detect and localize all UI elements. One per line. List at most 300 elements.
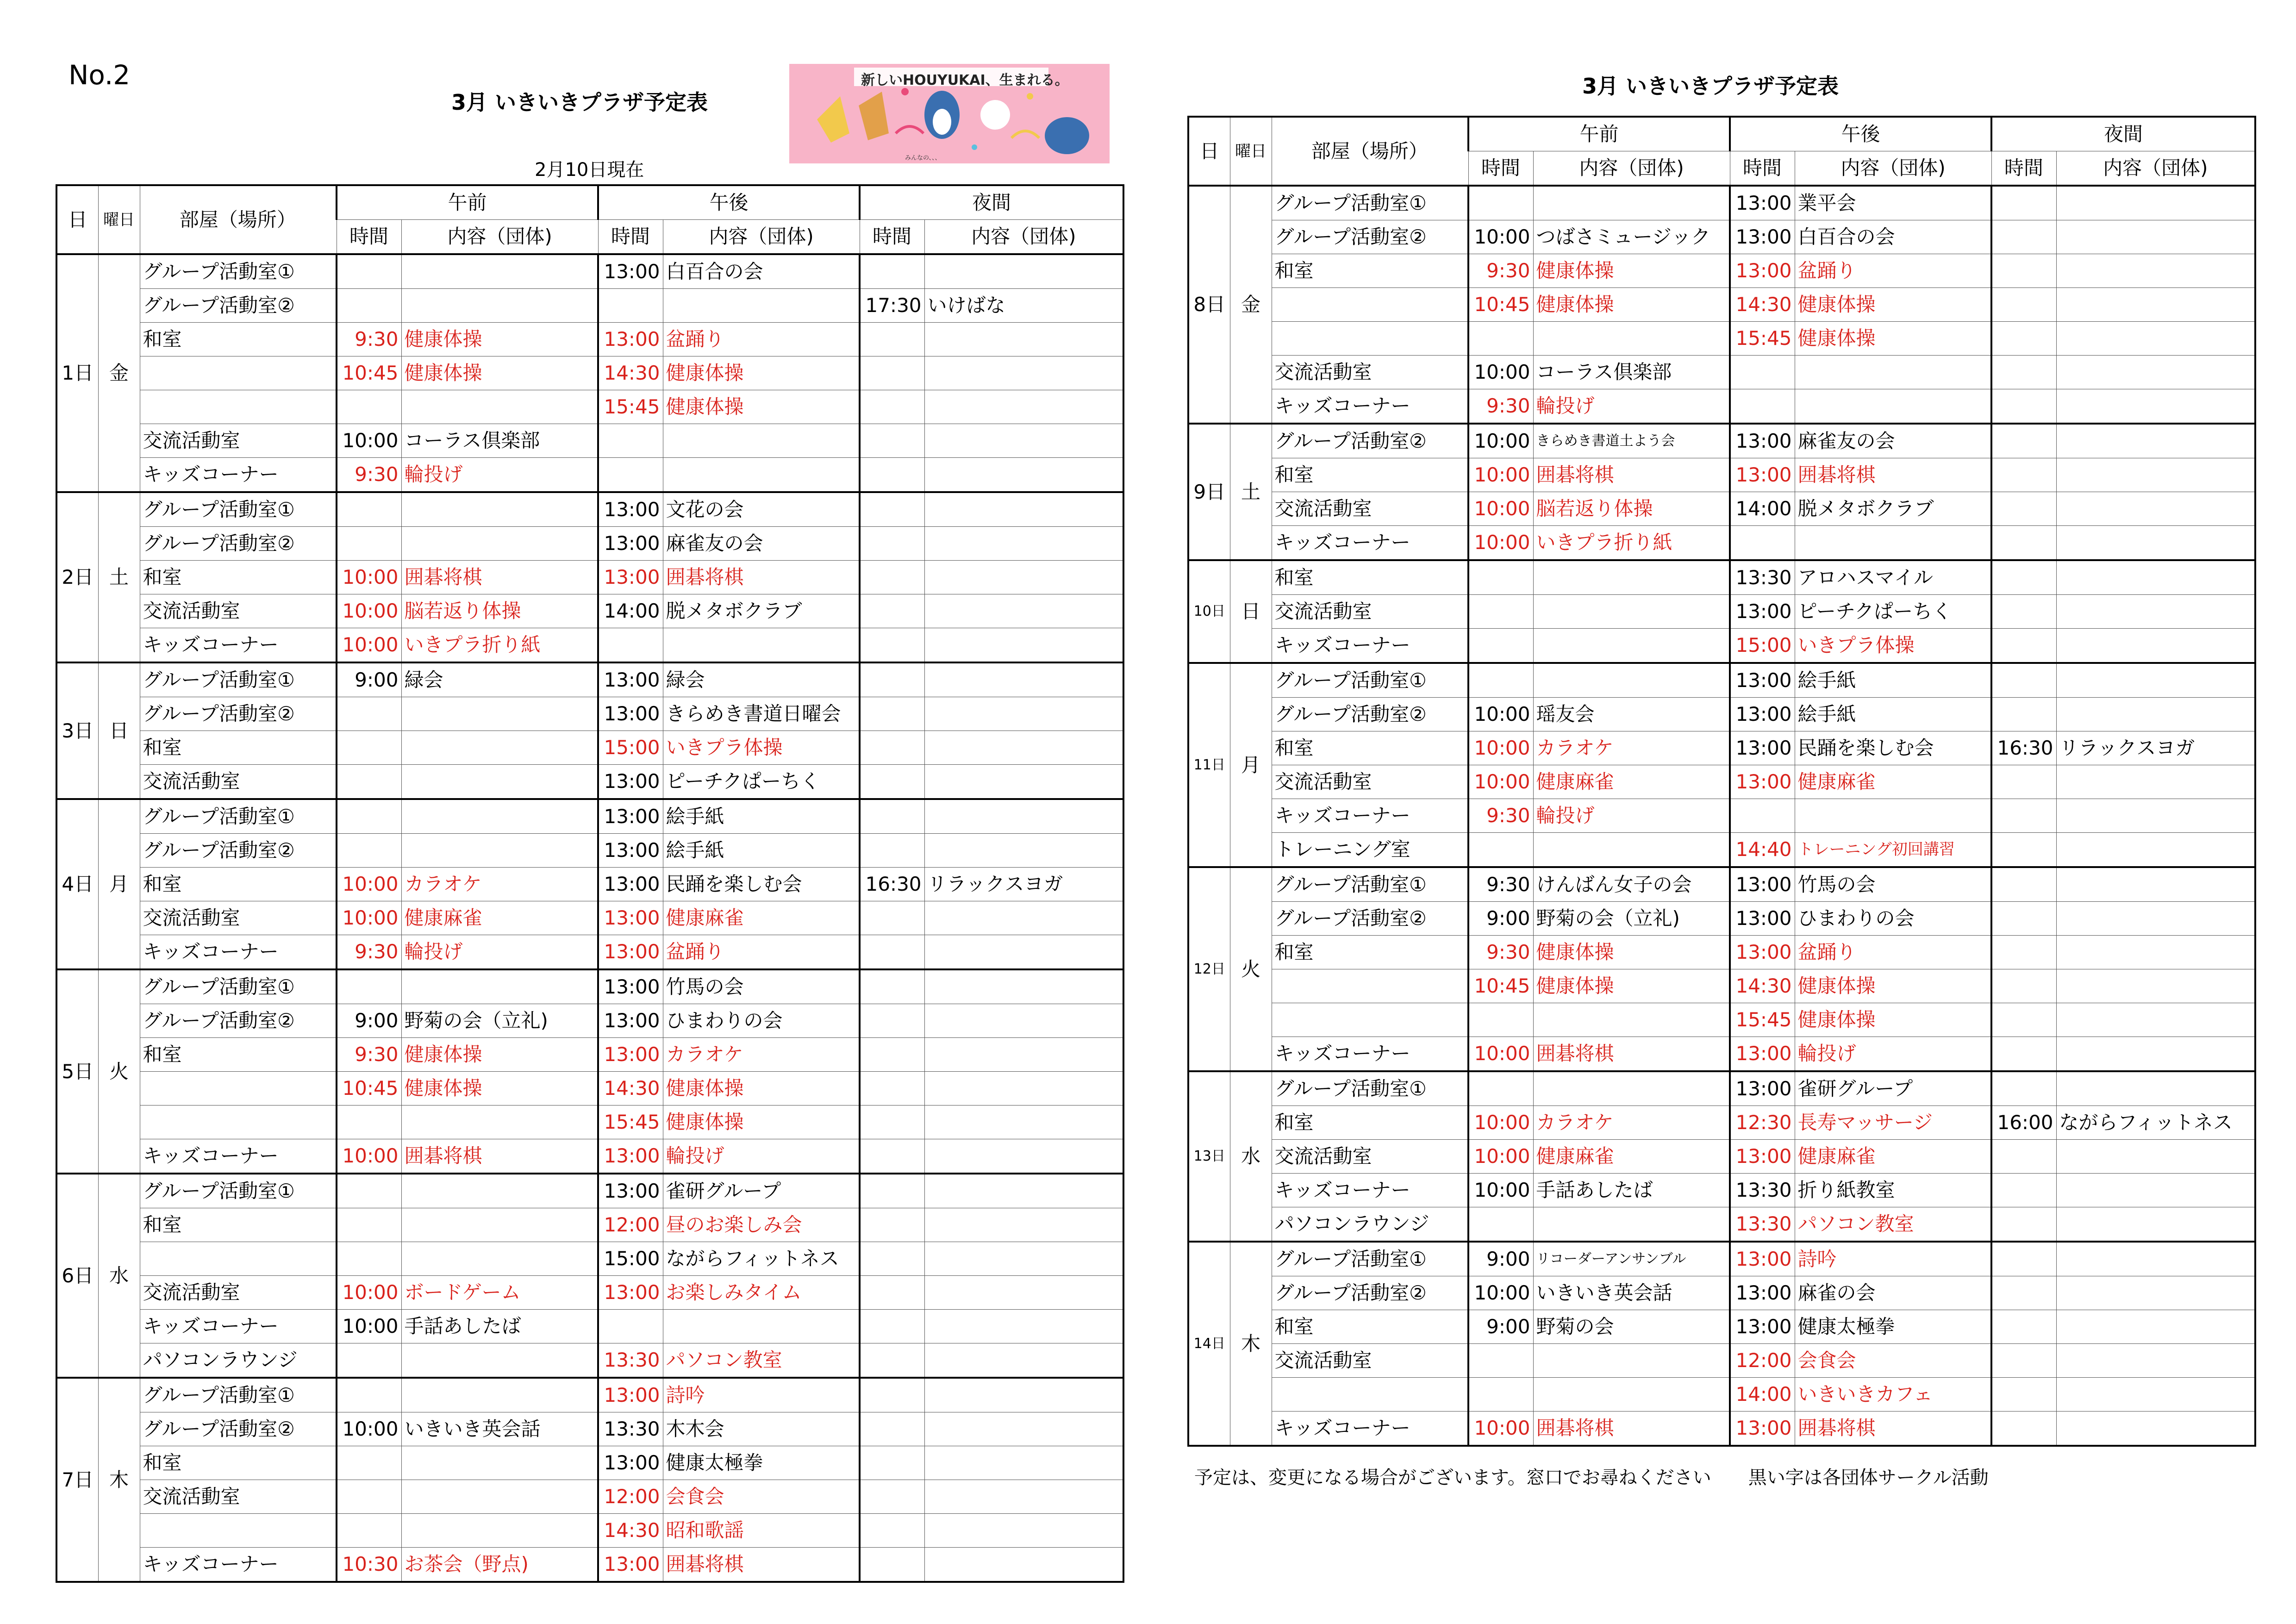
night-content-cell xyxy=(924,935,1123,970)
am-content-cell xyxy=(401,1242,598,1276)
pm-content-cell xyxy=(1795,356,1991,389)
night-content-cell xyxy=(2056,1037,2255,1072)
am-content-cell xyxy=(1533,1344,1730,1378)
pm-content-cell: ひまわりの会 xyxy=(663,1004,860,1038)
room-cell: グループ活動室② xyxy=(1272,698,1468,731)
pm-content-cell xyxy=(1795,526,1991,561)
pm-content-cell: 麻雀友の会 xyxy=(1795,424,1991,458)
night-time-cell xyxy=(1991,220,2056,254)
am-time-cell xyxy=(337,834,401,868)
night-content-cell xyxy=(2056,833,2255,868)
am-content-cell: 瑶友会 xyxy=(1533,698,1730,731)
room-cell xyxy=(140,1072,337,1106)
night-time-cell xyxy=(860,1072,924,1106)
room-cell xyxy=(140,390,337,424)
pm-content-cell: きらめき書道日曜会 xyxy=(663,697,860,731)
schedule-row xyxy=(56,799,1123,834)
night-content-cell xyxy=(2056,698,2255,731)
am-time-cell xyxy=(337,1514,401,1548)
night-content-cell xyxy=(924,1446,1123,1480)
pm-time-cell: 13:00 xyxy=(598,1378,663,1412)
pm-time-cell: 15:45 xyxy=(1730,322,1795,356)
day-cell: 4日 xyxy=(56,799,98,969)
left-page-title: 3月 いきいきプラザ予定表 xyxy=(451,90,708,115)
night-time-cell xyxy=(860,254,924,289)
schedule-row xyxy=(1188,424,2255,458)
day-cell: 11日 xyxy=(1188,663,1230,867)
schedule-row xyxy=(1188,1207,2255,1242)
pm-content-cell: ピーチクぱーちく xyxy=(663,765,860,800)
night-content-cell xyxy=(924,901,1123,935)
am-time-cell: 9:30 xyxy=(1468,254,1533,288)
night-content-cell xyxy=(924,492,1123,527)
night-content-cell xyxy=(924,628,1123,663)
am-content-cell xyxy=(401,1343,598,1378)
am-time-cell: 10:00 xyxy=(337,424,401,458)
pm-time-cell: 15:00 xyxy=(1730,629,1795,663)
am-content-cell: 健康麻雀 xyxy=(1533,1140,1730,1174)
night-content-cell xyxy=(924,424,1123,458)
weekday-cell: 木 xyxy=(1230,1242,1272,1446)
as-of-date: 2月10日現在 xyxy=(535,159,644,181)
header-weekday: 曜日 xyxy=(98,185,140,254)
pm-content-cell: 囲碁将棋 xyxy=(1795,458,1991,492)
day-cell: 7日 xyxy=(56,1378,98,1582)
night-time-cell xyxy=(860,935,924,970)
schedule-row xyxy=(1188,1276,2255,1310)
pm-content-cell xyxy=(663,289,860,323)
night-content-cell xyxy=(924,1343,1123,1378)
pm-time-cell: 13:00 xyxy=(1730,1310,1795,1344)
header-time: 時間 xyxy=(337,220,401,255)
am-content-cell: カラオケ xyxy=(1533,1106,1730,1140)
night-content-cell xyxy=(2056,492,2255,526)
pm-time-cell: 14:00 xyxy=(598,594,663,628)
right-page-title: 3月 いきいきプラザ予定表 xyxy=(1582,74,1839,99)
night-time-cell xyxy=(1991,1310,2056,1344)
header-weekday: 曜日 xyxy=(1230,117,1272,186)
room-cell: 交流活動室 xyxy=(140,594,337,628)
pm-time-cell: 13:00 xyxy=(1730,1071,1795,1106)
night-content-cell xyxy=(2056,867,2255,902)
night-time-cell xyxy=(1991,902,2056,936)
night-time-cell xyxy=(860,731,924,765)
pm-content-cell: 健康体操 xyxy=(1795,969,1991,1003)
am-time-cell: 10:00 xyxy=(337,868,401,901)
night-time-cell xyxy=(1991,492,2056,526)
am-content-cell: 健康体操 xyxy=(1533,969,1730,1003)
schedule-row xyxy=(1188,1242,2255,1276)
am-content-cell xyxy=(401,731,598,765)
am-content-cell xyxy=(401,289,598,323)
night-time-cell xyxy=(1991,356,2056,389)
am-content-cell xyxy=(1533,1071,1730,1106)
am-time-cell xyxy=(1468,1071,1533,1106)
room-cell: 和室 xyxy=(1272,731,1468,765)
night-time-cell xyxy=(1991,1242,2056,1276)
am-content-cell: カラオケ xyxy=(1533,731,1730,765)
night-time-cell xyxy=(860,1004,924,1038)
pm-content-cell: いきいきカフェ xyxy=(1795,1378,1991,1412)
weekday-cell: 土 xyxy=(1230,424,1272,560)
pm-content-cell xyxy=(1795,799,1991,833)
pm-time-cell: 13:00 xyxy=(1730,1140,1795,1174)
schedule-row xyxy=(1188,458,2255,492)
pm-content-cell: 健康体操 xyxy=(663,1072,860,1106)
pm-time-cell: 13:30 xyxy=(598,1343,663,1378)
schedule-row xyxy=(1188,1140,2255,1174)
schedule-row xyxy=(56,765,1123,800)
pm-time-cell xyxy=(1730,389,1795,424)
pm-content-cell: 健康体操 xyxy=(1795,1003,1991,1037)
pm-content-cell: 囲碁将棋 xyxy=(663,561,860,594)
pm-content-cell: 雀研グループ xyxy=(663,1174,860,1208)
night-time-cell xyxy=(1991,1174,2056,1207)
schedule-row xyxy=(56,1480,1123,1514)
pm-time-cell: 13:00 xyxy=(1730,186,1795,220)
pm-time-cell: 13:00 xyxy=(1730,936,1795,969)
pm-content-cell: 脱メタボクラブ xyxy=(1795,492,1991,526)
night-content-cell xyxy=(924,1139,1123,1174)
am-content-cell: 健康麻雀 xyxy=(401,901,598,935)
night-content-cell xyxy=(2056,424,2255,458)
night-time-cell xyxy=(1991,765,2056,799)
pm-time-cell: 13:00 xyxy=(598,935,663,970)
schedule-row xyxy=(56,662,1123,697)
am-time-cell: 9:30 xyxy=(337,935,401,970)
day-cell: 1日 xyxy=(56,254,98,492)
weekday-cell: 月 xyxy=(1230,663,1272,867)
day-cell: 5日 xyxy=(56,969,98,1174)
am-time-cell xyxy=(1468,322,1533,356)
pm-content-cell: 健康体操 xyxy=(663,356,860,390)
room-cell: 和室 xyxy=(140,731,337,765)
night-content-cell xyxy=(2056,356,2255,389)
night-content-cell xyxy=(2056,526,2255,561)
pm-content-cell: 囲碁将棋 xyxy=(1795,1412,1991,1446)
night-time-cell xyxy=(860,561,924,594)
header-content: 内容（団体) xyxy=(924,220,1123,255)
night-time-cell xyxy=(860,1139,924,1174)
night-content-cell xyxy=(2056,560,2255,595)
am-content-cell xyxy=(401,1480,598,1514)
am-content-cell: いきいき英会話 xyxy=(401,1412,598,1446)
weekday-cell: 火 xyxy=(1230,867,1272,1071)
night-time-cell xyxy=(1991,254,2056,288)
am-content-cell: きらめき書道土よう会 xyxy=(1533,424,1730,458)
am-content-cell xyxy=(401,697,598,731)
pm-time-cell xyxy=(598,1310,663,1343)
pm-content-cell: 業平会 xyxy=(1795,186,1991,220)
am-time-cell: 10:00 xyxy=(337,1310,401,1343)
schedule-row xyxy=(1188,1106,2255,1140)
day-cell: 2日 xyxy=(56,492,98,662)
room-cell: キッズコーナー xyxy=(140,1139,337,1174)
header-content: 内容（団体) xyxy=(1795,151,1991,186)
pm-content-cell: 囲碁将棋 xyxy=(663,1548,860,1582)
pm-time-cell: 13:00 xyxy=(598,1446,663,1480)
pm-time-cell: 13:00 xyxy=(598,901,663,935)
schedule-row xyxy=(1188,389,2255,424)
am-content-cell xyxy=(401,1514,598,1548)
room-cell xyxy=(1272,969,1468,1003)
am-content-cell: 健康体操 xyxy=(401,1038,598,1072)
night-content-cell xyxy=(2056,936,2255,969)
page-number: No.2 xyxy=(69,59,131,91)
night-time-cell xyxy=(1991,799,2056,833)
night-time-cell xyxy=(860,1480,924,1514)
am-content-cell: 囲碁将棋 xyxy=(1533,458,1730,492)
night-content-cell xyxy=(2056,1378,2255,1412)
night-time-cell xyxy=(1991,698,2056,731)
am-time-cell: 10:00 xyxy=(1468,1106,1533,1140)
room-cell: グループ活動室② xyxy=(1272,1276,1468,1310)
night-time-cell xyxy=(860,1378,924,1412)
am-time-cell: 10:00 xyxy=(1468,1276,1533,1310)
night-content-cell xyxy=(924,1004,1123,1038)
pm-content-cell: 会食会 xyxy=(1795,1344,1991,1378)
pm-content-cell: いきプラ体操 xyxy=(663,731,860,765)
night-time-cell xyxy=(860,697,924,731)
night-content-cell xyxy=(924,731,1123,765)
pm-content-cell: 緑会 xyxy=(663,662,860,697)
room-cell: 交流活動室 xyxy=(1272,765,1468,799)
night-time-cell xyxy=(860,901,924,935)
weekday-cell: 月 xyxy=(98,799,140,969)
pm-time-cell: 14:00 xyxy=(1730,492,1795,526)
night-content-cell xyxy=(2056,1140,2255,1174)
weekday-cell: 金 xyxy=(1230,186,1272,424)
pm-time-cell: 13:30 xyxy=(1730,1207,1795,1242)
room-cell: グループ活動室② xyxy=(1272,424,1468,458)
schedule-row xyxy=(56,1004,1123,1038)
night-content-cell xyxy=(924,356,1123,390)
pm-time-cell: 13:00 xyxy=(1730,765,1795,799)
schedule-row xyxy=(1188,799,2255,833)
am-time-cell: 10:00 xyxy=(1468,424,1533,458)
night-time-cell xyxy=(860,662,924,697)
am-content-cell: いきプラ折り紙 xyxy=(1533,526,1730,561)
am-time-cell xyxy=(1468,595,1533,629)
schedule-row xyxy=(56,424,1123,458)
am-content-cell: 手話あしたば xyxy=(1533,1174,1730,1207)
weekday-cell: 土 xyxy=(98,492,140,662)
night-time-cell xyxy=(860,1276,924,1310)
night-time-cell xyxy=(1991,186,2056,220)
schedule-row xyxy=(56,1548,1123,1582)
night-content-cell: リラックスヨガ xyxy=(924,868,1123,901)
am-time-cell: 9:30 xyxy=(337,323,401,356)
schedule-row xyxy=(1188,936,2255,969)
am-content-cell: 輪投げ xyxy=(1533,389,1730,424)
pm-content-cell: 絵手紙 xyxy=(663,834,860,868)
pm-content-cell: 健康体操 xyxy=(1795,288,1991,322)
pm-time-cell: 12:00 xyxy=(1730,1344,1795,1378)
night-time-cell xyxy=(860,1242,924,1276)
night-content-cell xyxy=(924,527,1123,561)
night-time-cell xyxy=(1991,1037,2056,1072)
am-content-cell: コーラス倶楽部 xyxy=(401,424,598,458)
pm-content-cell: 盆踊り xyxy=(663,935,860,970)
night-content-cell xyxy=(2056,389,2255,424)
room-cell: 交流活動室 xyxy=(1272,1344,1468,1378)
am-time-cell xyxy=(1468,629,1533,663)
am-time-cell xyxy=(1468,1003,1533,1037)
pm-time-cell: 13:00 xyxy=(1730,254,1795,288)
night-time-cell xyxy=(1991,322,2056,356)
night-content-cell xyxy=(2056,1071,2255,1106)
am-time-cell xyxy=(1468,1378,1533,1412)
night-time-cell: 16:30 xyxy=(860,868,924,901)
header-night: 夜間 xyxy=(1991,117,2255,151)
am-content-cell xyxy=(401,1174,598,1208)
pm-time-cell xyxy=(598,424,663,458)
schedule-row xyxy=(56,1412,1123,1446)
pm-content-cell: 健康麻雀 xyxy=(1795,765,1991,799)
pm-content-cell: 盆踊り xyxy=(663,323,860,356)
header-time: 時間 xyxy=(1468,151,1533,186)
am-content-cell xyxy=(1533,629,1730,663)
pm-content-cell: 白百合の会 xyxy=(1795,220,1991,254)
schedule-row xyxy=(56,1378,1123,1412)
am-time-cell xyxy=(337,1446,401,1480)
am-time-cell: 9:30 xyxy=(1468,389,1533,424)
night-time-cell xyxy=(1991,1140,2056,1174)
schedule-row xyxy=(56,731,1123,765)
pm-time-cell: 13:00 xyxy=(598,1174,663,1208)
night-time-cell xyxy=(1991,1003,2056,1037)
night-time-cell xyxy=(860,356,924,390)
room-cell: キッズコーナー xyxy=(140,1548,337,1582)
room-cell: パソコンラウンジ xyxy=(140,1343,337,1378)
am-time-cell: 10:00 xyxy=(1468,1412,1533,1446)
am-content-cell xyxy=(1533,833,1730,868)
am-content-cell: リコーダーアンサンブル xyxy=(1533,1242,1730,1276)
pm-time-cell: 13:00 xyxy=(1730,220,1795,254)
am-content-cell: 囲碁将棋 xyxy=(1533,1037,1730,1072)
pm-content-cell: 昭和歌謡 xyxy=(663,1514,860,1548)
night-content-cell xyxy=(924,662,1123,697)
am-time-cell xyxy=(337,1378,401,1412)
am-time-cell xyxy=(337,254,401,289)
night-content-cell xyxy=(924,1276,1123,1310)
schedule-row xyxy=(1188,663,2255,698)
night-content-cell xyxy=(2056,1344,2255,1378)
room-cell: グループ活動室② xyxy=(140,1412,337,1446)
night-time-cell xyxy=(860,799,924,834)
pm-time-cell: 13:00 xyxy=(1730,663,1795,698)
night-content-cell xyxy=(2056,1310,2255,1344)
room-cell: グループ活動室① xyxy=(140,799,337,834)
am-time-cell: 10:45 xyxy=(1468,969,1533,1003)
schedule-row xyxy=(56,901,1123,935)
header-content: 内容（団体) xyxy=(2056,151,2255,186)
header-time: 時間 xyxy=(598,220,663,255)
night-content-cell xyxy=(924,1378,1123,1412)
weekday-cell: 水 xyxy=(1230,1071,1272,1242)
am-content-cell: 健康麻雀 xyxy=(1533,765,1730,799)
schedule-row xyxy=(56,628,1123,663)
am-content-cell xyxy=(1533,186,1730,220)
schedule-row xyxy=(56,1276,1123,1310)
am-content-cell: 囲碁将棋 xyxy=(401,561,598,594)
room-cell: キッズコーナー xyxy=(1272,1412,1468,1446)
night-time-cell xyxy=(1991,424,2056,458)
am-time-cell xyxy=(337,969,401,1004)
am-time-cell: 10:00 xyxy=(337,1276,401,1310)
pm-content-cell: 絵手紙 xyxy=(1795,698,1991,731)
am-time-cell: 9:00 xyxy=(337,662,401,697)
pm-content-cell: いきプラ体操 xyxy=(1795,629,1991,663)
room-cell: キッズコーナー xyxy=(140,458,337,493)
room-cell: グループ活動室① xyxy=(1272,1071,1468,1106)
am-content-cell: カラオケ xyxy=(401,868,598,901)
schedule-body-right xyxy=(1188,186,2255,1446)
schedule-row xyxy=(56,1038,1123,1072)
schedule-row xyxy=(1188,1378,2255,1412)
night-content-cell xyxy=(2056,288,2255,322)
pm-content-cell: 盆踊り xyxy=(1795,254,1991,288)
night-content-cell xyxy=(924,1106,1123,1139)
pm-time-cell: 13:00 xyxy=(1730,595,1795,629)
pm-content-cell: 長寿マッサージ xyxy=(1795,1106,1991,1140)
room-cell: 和室 xyxy=(1272,458,1468,492)
header-content: 内容（団体) xyxy=(401,220,598,255)
weekday-cell: 水 xyxy=(98,1174,140,1378)
room-cell: キッズコーナー xyxy=(1272,799,1468,833)
room-cell: 和室 xyxy=(140,1208,337,1242)
night-content-cell xyxy=(2056,322,2255,356)
am-time-cell: 10:00 xyxy=(1468,1174,1533,1207)
am-content-cell: 健康体操 xyxy=(1533,254,1730,288)
night-time-cell xyxy=(1991,663,2056,698)
night-time-cell xyxy=(1991,560,2056,595)
schedule-row xyxy=(1188,1071,2255,1106)
night-content-cell xyxy=(2056,902,2255,936)
schedule-row xyxy=(56,458,1123,493)
am-content-cell xyxy=(1533,663,1730,698)
pm-time-cell: 14:40 xyxy=(1730,833,1795,868)
am-time-cell: 10:00 xyxy=(337,901,401,935)
night-content-cell: いけばな xyxy=(924,289,1123,323)
night-time-cell: 16:00 xyxy=(1991,1106,2056,1140)
pm-content-cell: パソコン教室 xyxy=(1795,1207,1991,1242)
room-cell: 交流活動室 xyxy=(140,1276,337,1310)
night-time-cell xyxy=(1991,1412,2056,1446)
room-cell: グループ活動室② xyxy=(1272,220,1468,254)
am-content-cell xyxy=(401,1446,598,1480)
banner-slogan: 新しいHOUYUKAI、生まれる。 xyxy=(861,72,1069,88)
night-time-cell xyxy=(860,628,924,663)
am-content-cell xyxy=(1533,595,1730,629)
am-time-cell: 10:00 xyxy=(1468,458,1533,492)
pm-time-cell: 13:30 xyxy=(598,1412,663,1446)
night-content-cell xyxy=(924,1412,1123,1446)
houyukai-banner-image xyxy=(789,64,1110,163)
pm-time-cell: 13:00 xyxy=(598,254,663,289)
pm-content-cell: 脱メタボクラブ xyxy=(663,594,860,628)
schedule-body-left xyxy=(56,254,1123,1582)
pm-time-cell: 14:00 xyxy=(1730,1378,1795,1412)
am-time-cell: 9:00 xyxy=(337,1004,401,1038)
night-time-cell xyxy=(1991,833,2056,868)
header-am: 午前 xyxy=(337,185,598,220)
pm-content-cell xyxy=(663,1310,860,1343)
room-cell xyxy=(1272,322,1468,356)
night-time-cell xyxy=(860,765,924,800)
pm-content-cell: 絵手紙 xyxy=(663,799,860,834)
am-time-cell xyxy=(337,1242,401,1276)
